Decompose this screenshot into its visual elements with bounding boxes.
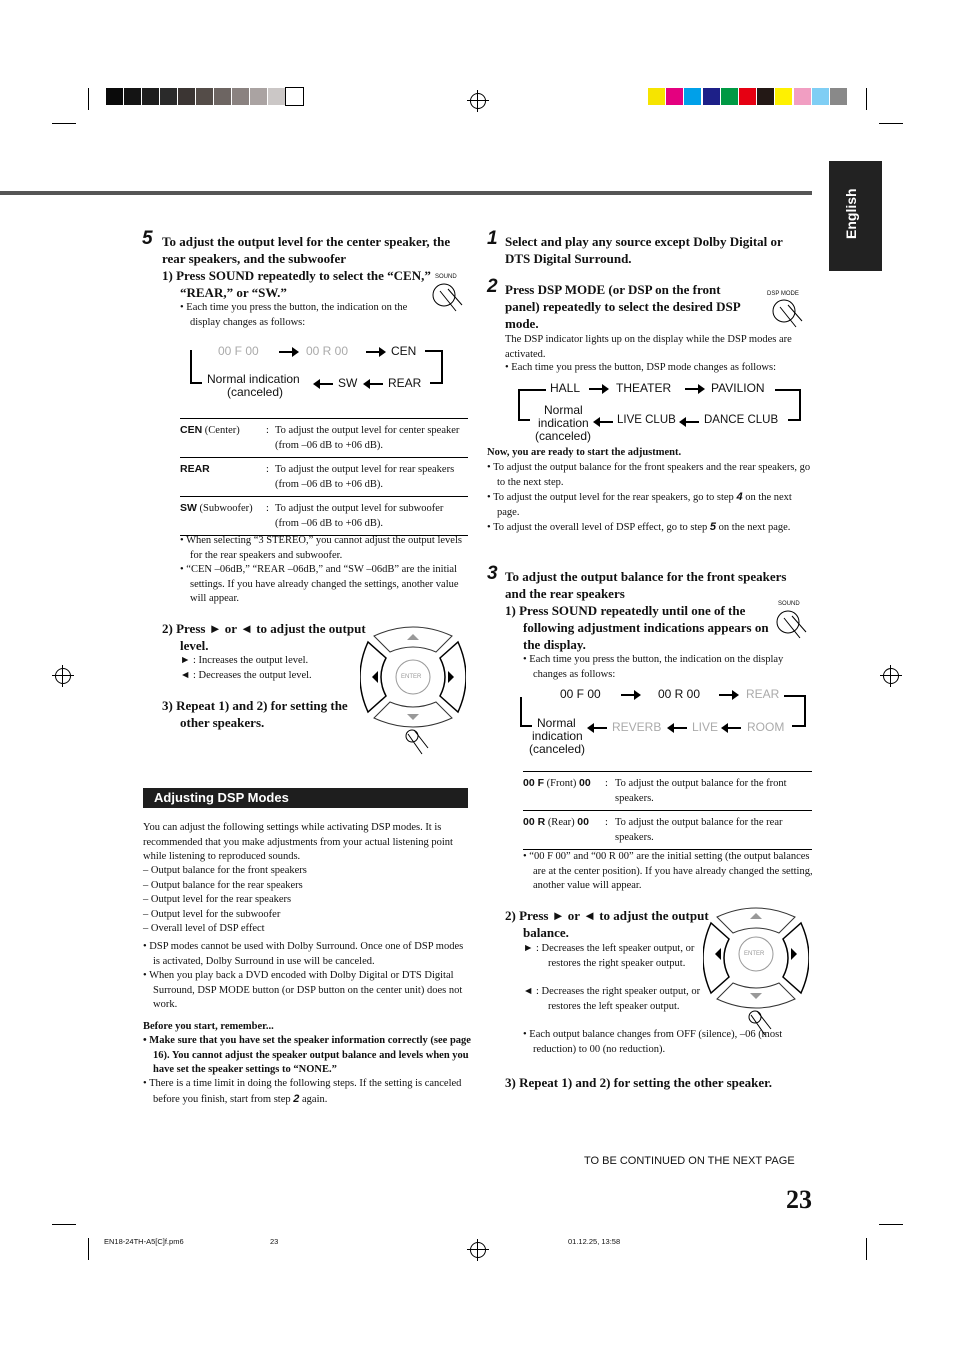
flow-item: REAR xyxy=(388,376,422,390)
note: • To adjust the output level for the rear speakers, go to step 4 on the next page. xyxy=(487,491,792,518)
color-swatch xyxy=(794,88,811,105)
arrow-left-icon xyxy=(723,727,741,729)
continued-note: TO BE CONTINUED ON THE NEXT PAGE xyxy=(584,1155,795,1167)
note: • Each time you press the button, the indication on the display changes as follows: xyxy=(180,302,408,328)
grayscale-swatch xyxy=(232,88,249,105)
note: • When selecting “3 STEREO,” you cannot adjust the output levels for the rear speakers and subwoofer. xyxy=(180,535,462,561)
table-desc: To adjust the output level for center speaker (from –06 dB to +06 dB). xyxy=(275,425,460,451)
arrow-left-icon xyxy=(681,421,699,423)
grayscale-swatch xyxy=(268,88,285,105)
arrow-left-icon xyxy=(315,383,333,385)
crop-mark xyxy=(879,1224,903,1225)
flow-item: indication xyxy=(532,729,583,743)
step-substep: 1) Press SOUND repeatedly to select the “CEN,” “REAR,” or “SW.” xyxy=(162,268,431,300)
step-substep: 3) Repeat 1) and 2) for setting the other speaker. xyxy=(505,1075,772,1090)
crop-mark xyxy=(88,88,89,110)
balance-table xyxy=(523,771,812,850)
footer-page: 23 xyxy=(270,1237,279,1246)
flow-item: 00 R 00 xyxy=(658,687,701,701)
grayscale-swatch xyxy=(160,88,177,105)
sound-flow-diagram xyxy=(190,344,450,400)
cursor-pad-icon xyxy=(703,903,809,1037)
table-key-value: 00 xyxy=(577,816,589,828)
before-note-bold: • Make sure that you have set the speaker information correctly (see page 16). You cannot adjust the speaker output balance and levels when you have set the speaker settings to “NONE.” xyxy=(143,1035,471,1075)
registration-mark-icon xyxy=(883,668,899,684)
crop-mark xyxy=(866,88,867,110)
table-key: REAR xyxy=(180,463,210,475)
hand-press-icon xyxy=(768,297,808,333)
list-item: – Output level for the subwoofer xyxy=(143,908,281,920)
flow-item: Normal xyxy=(544,403,583,417)
step-number: 3 xyxy=(487,563,498,584)
table-key: CEN xyxy=(180,424,203,436)
step-title: Press DSP MODE (or DSP on the front panel) repeatedly to select the desired DSP mode. xyxy=(505,282,740,331)
note: • DSP modes cannot be used with Dolby Surround. Once one of DSP modes is activated, Dolby Surround in use will be canceled. xyxy=(143,941,464,967)
flow-item: ROOM xyxy=(747,720,785,734)
note: ◄ : Decreases the output level. xyxy=(180,670,312,681)
grayscale-swatch xyxy=(142,88,159,105)
step-number: 5 xyxy=(142,228,153,249)
crop-mark xyxy=(52,123,76,124)
list-item: – Output level for the rear speakers xyxy=(143,894,292,905)
flow-item: DANCE CLUB xyxy=(704,414,779,426)
color-swatch xyxy=(739,88,756,105)
note: • When you play back a DVD encoded with Dolby Digital or DTS Digital Surround, DSP MODE button (or DSP button on the center unit) does not work. xyxy=(143,970,463,1010)
color-swatch xyxy=(648,88,665,105)
color-swatch xyxy=(757,88,774,105)
step-substep: 2) Press ► or ◄ to adjust the output level. xyxy=(162,621,366,653)
settings-list xyxy=(143,864,465,937)
notes-list xyxy=(143,940,469,1013)
before-note: • There is a time limit in doing the following steps. If the setting is canceled before you finish, start from step 2 again. xyxy=(143,1078,462,1105)
notes-list xyxy=(180,534,470,607)
section-intro: You can adjust the following settings while activating DSP modes. It is recommended that you make adjustments from your actual listening point while listening to reproduced sounds. xyxy=(143,822,453,862)
step-title: To adjust the output balance for the front speakers and the rear speakers xyxy=(505,569,787,601)
language-tab xyxy=(829,161,882,271)
table-row: 00 F (Front) 00 : To adjust the output balance for the front speakers. xyxy=(523,772,812,811)
registration-mark-icon xyxy=(470,93,486,109)
grayscale-swatch xyxy=(196,88,213,105)
table-key: 00 R xyxy=(523,816,546,828)
table-row: CEN (Center) : To adjust the output level for center speaker (from –06 dB to +06 dB). xyxy=(180,419,468,458)
note: • Each output balance changes from OFF (silence), –06 (most reduction) to 00 (no reduction). xyxy=(523,1029,783,1055)
ready-heading: Now, you are ready to start the adjustment. xyxy=(487,447,682,458)
button-label: DSP MODE xyxy=(767,291,799,297)
step-number: 2 xyxy=(487,276,498,297)
note: • “00 F 00” and “00 R 00” are the initial setting (the output balances are at the center position). If you have already changed the setting, another value will appear. xyxy=(523,851,813,891)
footer-file: EN18-24TH-A5[C]f.pm6 xyxy=(104,1237,184,1246)
note: • To adjust the output balance for the front speakers and the rear speakers, go to the next step. xyxy=(487,462,811,488)
hand-press-icon xyxy=(428,281,468,317)
flow-item: (canceled) xyxy=(535,429,592,443)
top-rule xyxy=(0,191,812,195)
grayscale-swatch xyxy=(106,88,123,105)
button-label: SOUND xyxy=(435,274,457,280)
color-swatch xyxy=(666,88,683,105)
arrow-left-icon xyxy=(669,727,687,729)
flow-item: SW xyxy=(338,376,358,390)
flow-item: CEN xyxy=(391,344,417,358)
step-substep: 2) Press ► or ◄ to adjust the output balance. xyxy=(505,908,709,940)
arrow-right-icon xyxy=(589,388,607,390)
note: ► : Decreases the left speaker output, or restores the right speaker output. xyxy=(523,943,695,969)
table-key-sub: (Rear) xyxy=(545,817,578,828)
enter-button-label: ENTER xyxy=(744,951,765,957)
color-swatch xyxy=(830,88,847,105)
hand-press-icon xyxy=(772,608,812,644)
list-item: – Output balance for the rear speakers xyxy=(143,879,303,891)
arrow-left-icon xyxy=(589,727,607,729)
enter-button-label: ENTER xyxy=(401,674,422,680)
note: ◄ : Decreases the right speaker output, or restores the left speaker output. xyxy=(523,986,701,1012)
grayscale-swatch xyxy=(286,88,303,105)
arrow-right-icon xyxy=(279,351,297,353)
table-key-value: 00 xyxy=(579,777,591,789)
color-swatch xyxy=(812,88,829,105)
table-row: 00 R (Rear) 00 : To adjust the output balance for the rear speakers. xyxy=(523,811,812,850)
table-key: SW xyxy=(180,502,197,514)
color-swatch xyxy=(703,88,720,105)
color-swatch xyxy=(721,88,738,105)
table-row: SW (Subwoofer) : To adjust the output level for subwoofer (from –06 dB to +06 dB). xyxy=(180,497,468,536)
flow-item: REVERB xyxy=(612,720,662,734)
crop-mark xyxy=(88,1238,89,1260)
crop-mark xyxy=(866,1238,867,1260)
flow-item: THEATER xyxy=(616,381,672,395)
registration-mark-icon xyxy=(55,668,71,684)
arrow-right-icon xyxy=(719,694,737,696)
flow-item: Normal indication xyxy=(207,372,300,386)
table-key-sub: (Front) xyxy=(544,778,580,789)
dsp-mode-flow-diagram xyxy=(518,381,804,443)
table-key-sub: (Subwoofer) xyxy=(196,503,253,514)
footer-date: 01.12.25, 13:58 xyxy=(568,1237,621,1246)
table-key: 00 F xyxy=(523,777,545,789)
before-title: Before you start, remember... xyxy=(143,1021,274,1032)
section-header xyxy=(143,788,468,808)
flow-item: REAR xyxy=(746,687,780,701)
registration-mark-icon xyxy=(470,1242,486,1258)
table-row: REAR : To adjust the output level for rear speakers (from –06 dB to +06 dB). xyxy=(180,458,468,497)
flow-item: Normal xyxy=(537,716,576,730)
flow-item: PAVILION xyxy=(711,381,765,395)
step-number: 1 xyxy=(487,228,498,249)
arrow-left-icon xyxy=(365,383,383,385)
table-desc: To adjust the output level for subwoofer (from –06 dB to +06 dB). xyxy=(275,503,444,529)
flow-item: HALL xyxy=(550,381,581,395)
cursor-pad-icon xyxy=(360,622,466,756)
paragraph: The DSP indicator lights up on the display while the DSP modes are activated. xyxy=(505,334,792,360)
flow-item: (canceled) xyxy=(227,385,284,399)
arrow-right-icon xyxy=(685,388,703,390)
page-number: 23 xyxy=(786,1185,812,1214)
step-title: Select and play any source except Dolby Digital or DTS Digital Surround. xyxy=(505,234,783,266)
flow-item: indication xyxy=(538,416,589,430)
flow-item: 00 R 00 xyxy=(306,344,349,358)
flow-item: 00 F 00 xyxy=(218,344,259,358)
balance-flow-diagram xyxy=(520,687,810,757)
grayscale-swatch xyxy=(178,88,195,105)
step-title: To adjust the output level for the center speaker, the rear speakers, and the subwoofer xyxy=(162,234,451,266)
list-item: – Overall level of DSP effect xyxy=(143,923,265,934)
table-desc: To adjust the output balance for the rear speakers. xyxy=(615,817,783,843)
arrow-left-icon xyxy=(595,421,613,423)
flow-item: 00 F 00 xyxy=(560,687,601,701)
note: ► : Increases the output level. xyxy=(180,655,309,666)
section-title: Adjusting DSP Modes xyxy=(154,790,289,805)
speaker-level-table xyxy=(180,418,468,536)
button-label: SOUND xyxy=(778,601,800,607)
list-item: – Output balance for the front speakers xyxy=(143,865,307,876)
color-swatch xyxy=(684,88,701,105)
table-desc: To adjust the output level for rear speakers (from –06 dB to +06 dB). xyxy=(275,464,455,490)
crop-mark xyxy=(879,123,903,124)
note: • Each time you press the button, DSP mode changes as follows: xyxy=(505,362,776,373)
flow-item: LIVE xyxy=(692,720,719,734)
flow-item: (canceled) xyxy=(529,742,586,756)
step-substep: 1) Press SOUND repeatedly until one of the following adjustment indications appears on the display. xyxy=(505,603,769,652)
language-tab-label: English xyxy=(843,188,859,239)
arrow-right-icon xyxy=(621,694,639,696)
grayscale-swatch xyxy=(124,88,141,105)
grayscale-swatch xyxy=(250,88,267,105)
notes-list xyxy=(487,461,812,536)
step-substep: 3) Repeat 1) and 2) for setting the other speakers. xyxy=(162,698,348,730)
flow-item: LIVE CLUB xyxy=(617,414,676,426)
table-desc: To adjust the output balance for the front speakers. xyxy=(615,778,787,804)
crop-mark xyxy=(52,1224,76,1225)
color-swatch xyxy=(775,88,792,105)
table-key-sub: (Center) xyxy=(202,425,240,436)
arrow-right-icon xyxy=(366,351,384,353)
note: • Each time you press the button, the indication on the display changes as follows: xyxy=(523,654,784,680)
grayscale-swatch xyxy=(214,88,231,105)
note: • “CEN –06dB,” “REAR –06dB,” and “SW –06dB” are the initial settings. If you have already changed the settings, another value will appear. xyxy=(180,564,459,604)
note: • To adjust the overall level of DSP effect, go to step 5 on the next page. xyxy=(487,521,791,533)
